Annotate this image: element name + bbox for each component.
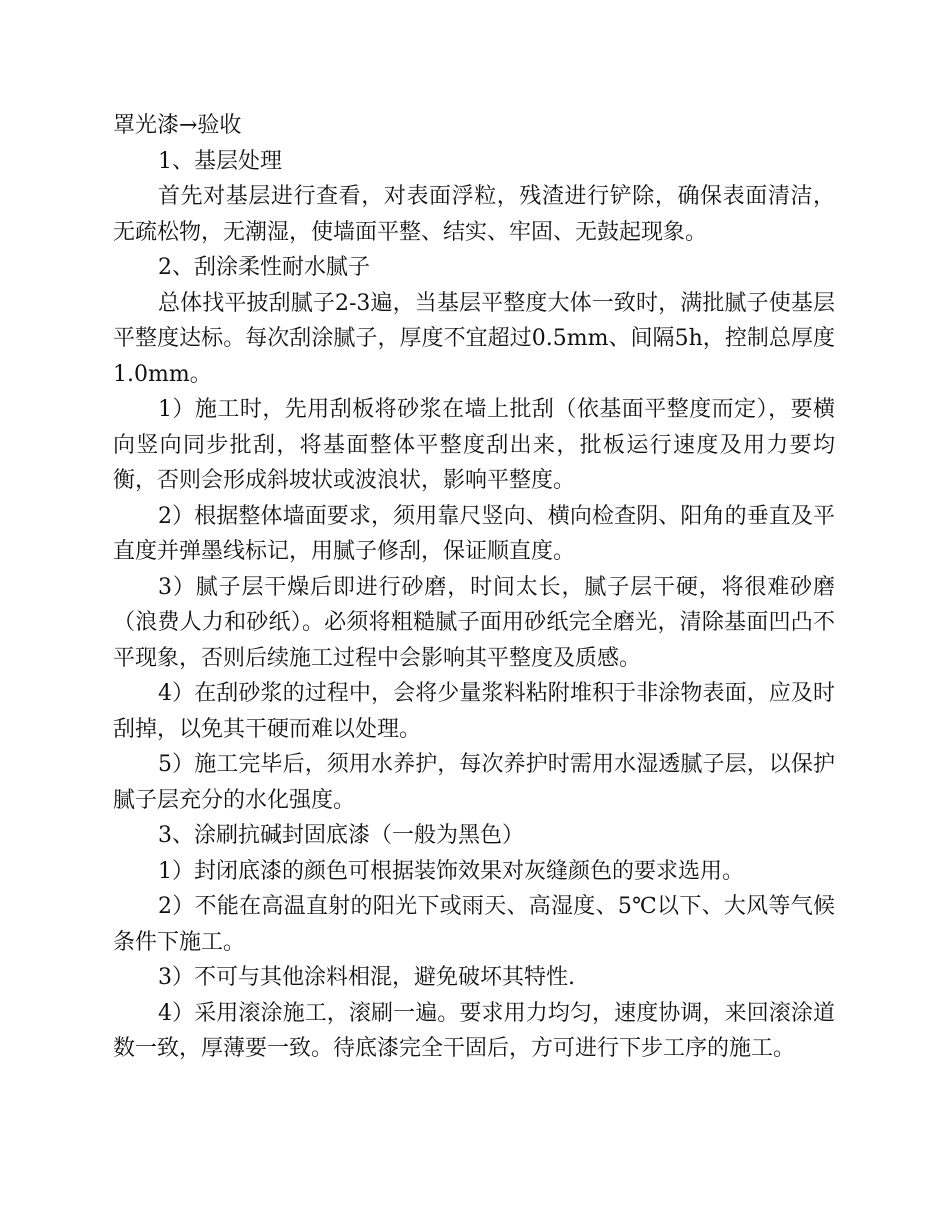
putty-step-1: 1）施工时，先用刮板将砂浆在墙上批刮（依基面平整度而定），要横向竖向同步批刮，将基面整体平整度刮出来，批板运行速度及用力要均衡，否则会形成斜坡状或波浪状，影响平整度。 bbox=[113, 397, 835, 493]
primer-step-4: 4）采用滚涂施工，滚刷一遍。要求用力均匀，速度协调，来回滚涂道数一致，厚薄要一致。待底漆完全干固后，方可进行下步工序的施工。 bbox=[113, 1000, 835, 1061]
section-heading-primer: 3、涂刷抗碱封固底漆（一般为黑色） bbox=[158, 823, 524, 848]
section-heading-putty: 2、刮涂柔性耐水腻子 bbox=[158, 255, 370, 280]
document-body bbox=[113, 108, 835, 1067]
primer-step-2: 2）不能在高温直射的阳光下或雨天、高湿度、5℃以下、大风等气候条件下施工。 bbox=[113, 894, 835, 955]
putty-step-4: 4）在刮砂浆的过程中，会将少量浆料粘附堆积于非涂物表面，应及时刮掉，以免其干硬而难以处理。 bbox=[113, 681, 835, 742]
paragraph-putty-overview: 总体找平披刮腻子2-3遍，当基层平整度大体一致时，满批腻子使基层平整度达标。每次刮涂腻子，厚度不宜超过0.5mm、间隔5h，控制总厚度1.0mm。 bbox=[113, 290, 835, 387]
process-flow-tail: 罩光漆→验收 bbox=[113, 113, 242, 138]
paragraph-base-inspection: 首先对基层进行查看，对表面浮粒，残渣进行铲除，确保表面清洁，无疏松物，无潮湿，使墙面平整、结实、牢固、无鼓起现象。 bbox=[113, 184, 835, 245]
section-heading-base-treatment: 1、基层处理 bbox=[158, 148, 282, 174]
putty-step-3: 3）腻子层干燥后即进行砂磨，时间太长，腻子层干硬，将很难砂磨（浪费人力和砂纸）。必须将粗糙腻子面用砂纸完全磨光，清除基面凹凸不平现象，否则后续施工过程中会影响其平整度及质感。 bbox=[113, 574, 835, 671]
putty-step-5: 5）施工完毕后，须用水养护，每次养护时需用水湿透腻子层，以保护腻子层充分的水化强度。 bbox=[113, 752, 835, 813]
primer-step-1: 1）封闭底漆的颜色可根据装饰效果对灰缝颜色的要求选用。 bbox=[158, 858, 744, 884]
primer-step-3: 3）不可与其他涂料相混，避免破坏其特性. bbox=[158, 965, 575, 990]
putty-step-2: 2）根据整体墙面要求，须用靠尺竖向、横向检查阴、阳角的垂直及平直度并弹墨线标记，用腻子修刮，保证顺直度。 bbox=[113, 503, 835, 564]
